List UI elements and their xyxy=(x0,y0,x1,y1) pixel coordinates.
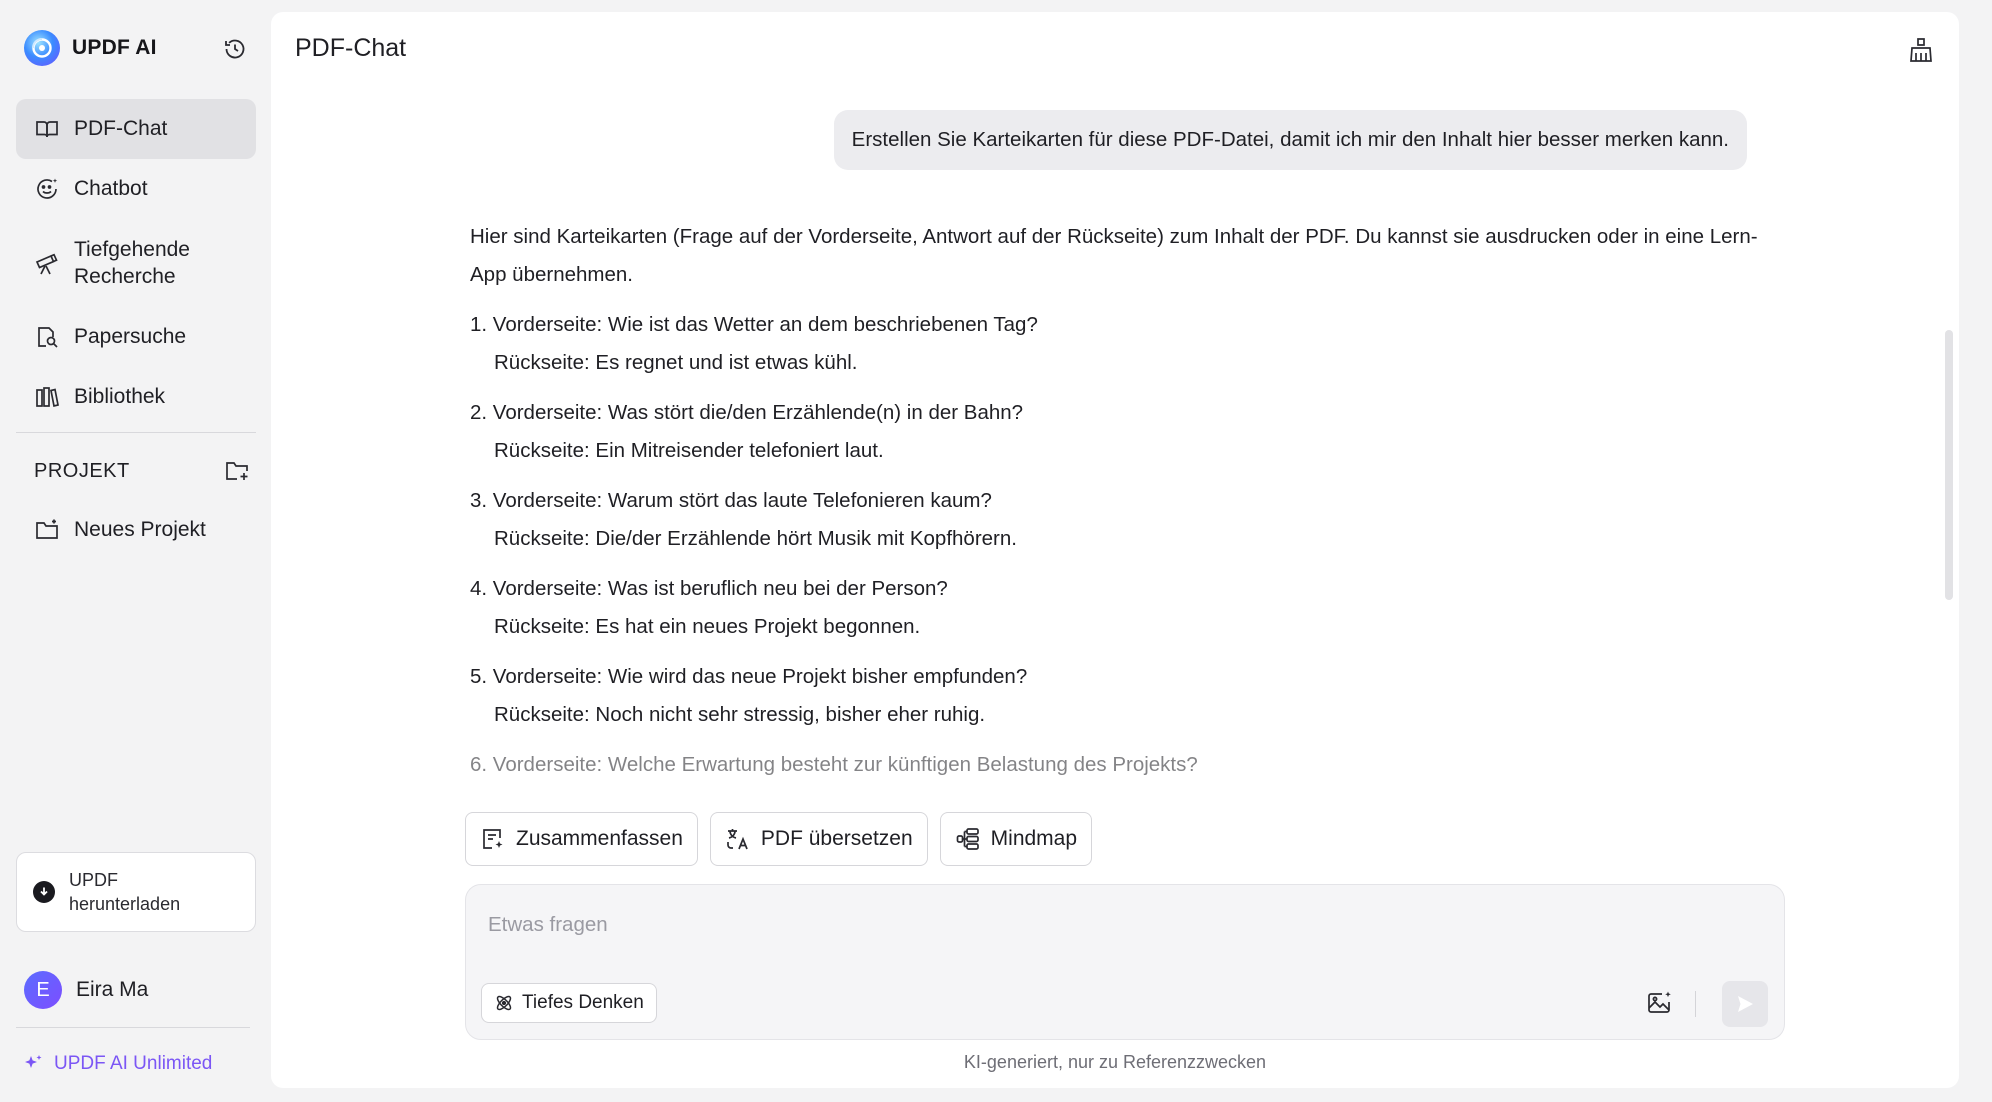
download-icon xyxy=(33,881,55,903)
ai-answer xyxy=(470,218,1790,796)
history-clock-icon xyxy=(222,36,248,62)
summarize-button[interactable] xyxy=(465,812,698,866)
quick-actions xyxy=(465,812,1092,866)
avatar: E xyxy=(24,971,62,1009)
sidebar-divider xyxy=(16,432,256,433)
chat-panel xyxy=(271,12,1959,1088)
sidebar-nav xyxy=(16,99,256,427)
user-message-bubble xyxy=(834,110,1747,170)
history-button[interactable] xyxy=(220,34,250,64)
card-front: 5. Vorderseite: Wie wird das neue Projekt bisher empfunden? xyxy=(470,665,1028,688)
telescope-icon xyxy=(34,250,60,276)
user-message-text: Erstellen Sie Karteikarten für diese PDF-Datei, damit ich mir den Inhalt hier besser merken kann. xyxy=(851,128,1729,151)
unlimited-upgrade-link[interactable] xyxy=(22,1050,212,1078)
list-item xyxy=(470,746,1790,784)
card-back: Rückseite: Noch nicht sehr stressig, bisher eher ruhig. xyxy=(494,703,986,726)
summary-icon xyxy=(480,826,506,852)
sidebar-item-pdf-chat[interactable] xyxy=(16,99,256,159)
user-account[interactable] xyxy=(24,970,250,1010)
deep-think-toggle[interactable] xyxy=(481,983,657,1023)
message-composer xyxy=(465,884,1785,1040)
summarize-label: Zusammenfassen xyxy=(516,827,683,850)
atom-icon xyxy=(494,993,514,1013)
updf-logo-icon xyxy=(24,30,60,66)
card-front: 3. Vorderseite: Warum stört das laute Telefonieren kaum? xyxy=(470,489,992,512)
page-title: PDF-Chat xyxy=(295,34,407,62)
sidebar-item-papersuche[interactable] xyxy=(16,307,256,367)
broom-icon xyxy=(1907,36,1935,64)
card-back: Rückseite: Es regnet und ist etwas kühl. xyxy=(494,351,858,374)
list-item xyxy=(470,570,1790,646)
sidebar-item-chatbot[interactable] xyxy=(16,159,256,219)
send-button[interactable] xyxy=(1722,981,1768,1027)
ask-input[interactable] xyxy=(488,905,1688,945)
translate-icon xyxy=(725,826,751,852)
translate-pdf-button[interactable] xyxy=(710,812,928,866)
sparkle-icon xyxy=(22,1053,44,1075)
project-heading: PROJEKT xyxy=(34,459,130,482)
answer-intro: Hier sind Karteikarten (Frage auf der Vorderseite, Antwort auf der Rückseite) zum Inhalt der PDF. Du kannst sie ausdrucken oder in eine Lern-App übernehmen. xyxy=(470,225,1758,286)
list-item xyxy=(470,482,1790,558)
card-front: 2. Vorderseite: Was stört die/den Erzählende(n) in der Bahn? xyxy=(470,401,1024,424)
card-back: Rückseite: Ein Mitreisender telefoniert laut. xyxy=(494,439,884,462)
send-icon xyxy=(1735,994,1755,1014)
sidebar-item-label: Tiefgehende Recherche xyxy=(74,238,190,288)
card-front: 4. Vorderseite: Was ist beruflich neu bei der Person? xyxy=(470,577,948,600)
project-item-new[interactable] xyxy=(16,500,256,560)
scrollbar[interactable] xyxy=(1945,330,1953,600)
smiley-bot-icon xyxy=(34,176,60,202)
image-add-icon xyxy=(1646,989,1674,1017)
folder-icon xyxy=(34,517,60,543)
card-back: Rückseite: Die/der Erzählende hört Musik mit Kopfhörern. xyxy=(494,527,1017,550)
mindmap-button[interactable] xyxy=(940,812,1092,866)
download-updf-button[interactable] xyxy=(16,852,256,932)
library-books-icon xyxy=(34,384,60,410)
card-back: Rückseite: Es hat ein neues Projekt begonnen. xyxy=(494,615,921,638)
sidebar-item-bibliothek[interactable] xyxy=(16,367,256,427)
card-front: 1. Vorderseite: Wie ist das Wetter an dem beschriebenen Tag? xyxy=(470,313,1038,336)
sidebar-item-label: Papersuche xyxy=(74,325,187,348)
sidebar-item-deep-research[interactable] xyxy=(16,219,256,307)
project-section-header xyxy=(34,455,250,487)
list-item xyxy=(470,658,1790,734)
book-open-icon xyxy=(34,116,60,142)
composer-separator xyxy=(1695,991,1696,1017)
card-front: 6. Vorderseite: Welche Erwartung besteht zur künftigen Belastung des Projekts? xyxy=(470,753,1198,776)
document-search-icon xyxy=(34,324,60,350)
translate-label: PDF übersetzen xyxy=(760,827,913,850)
add-image-button[interactable] xyxy=(1644,987,1676,1019)
download-label: UPDF herunterladen xyxy=(69,870,181,914)
sidebar-item-label: Chatbot xyxy=(74,177,148,200)
clear-chat-button[interactable] xyxy=(1905,34,1937,66)
brand-name: UPDF AI xyxy=(72,36,157,59)
brand[interactable] xyxy=(24,30,157,66)
sidebar-item-label: PDF-Chat xyxy=(74,117,168,140)
ai-disclaimer: KI-generiert, nur zu Referenzzwecken xyxy=(963,1052,1267,1072)
mindmap-label: Mindmap xyxy=(990,827,1078,850)
deep-think-label: Tiefes Denken xyxy=(522,992,644,1013)
list-item xyxy=(470,306,1790,382)
unlimited-label: UPDF AI Unlimited xyxy=(54,1053,213,1074)
sidebar-item-label: Bibliothek xyxy=(74,385,166,408)
flashcard-list xyxy=(470,306,1790,784)
new-folder-button[interactable] xyxy=(224,458,250,484)
folder-add-icon xyxy=(224,458,250,484)
mindmap-icon xyxy=(955,826,981,852)
project-item-label: Neues Projekt xyxy=(74,518,206,541)
list-item xyxy=(470,394,1790,470)
user-name: Eira Ma xyxy=(76,978,149,1001)
sidebar-divider xyxy=(16,1027,250,1028)
sidebar xyxy=(0,0,270,1102)
